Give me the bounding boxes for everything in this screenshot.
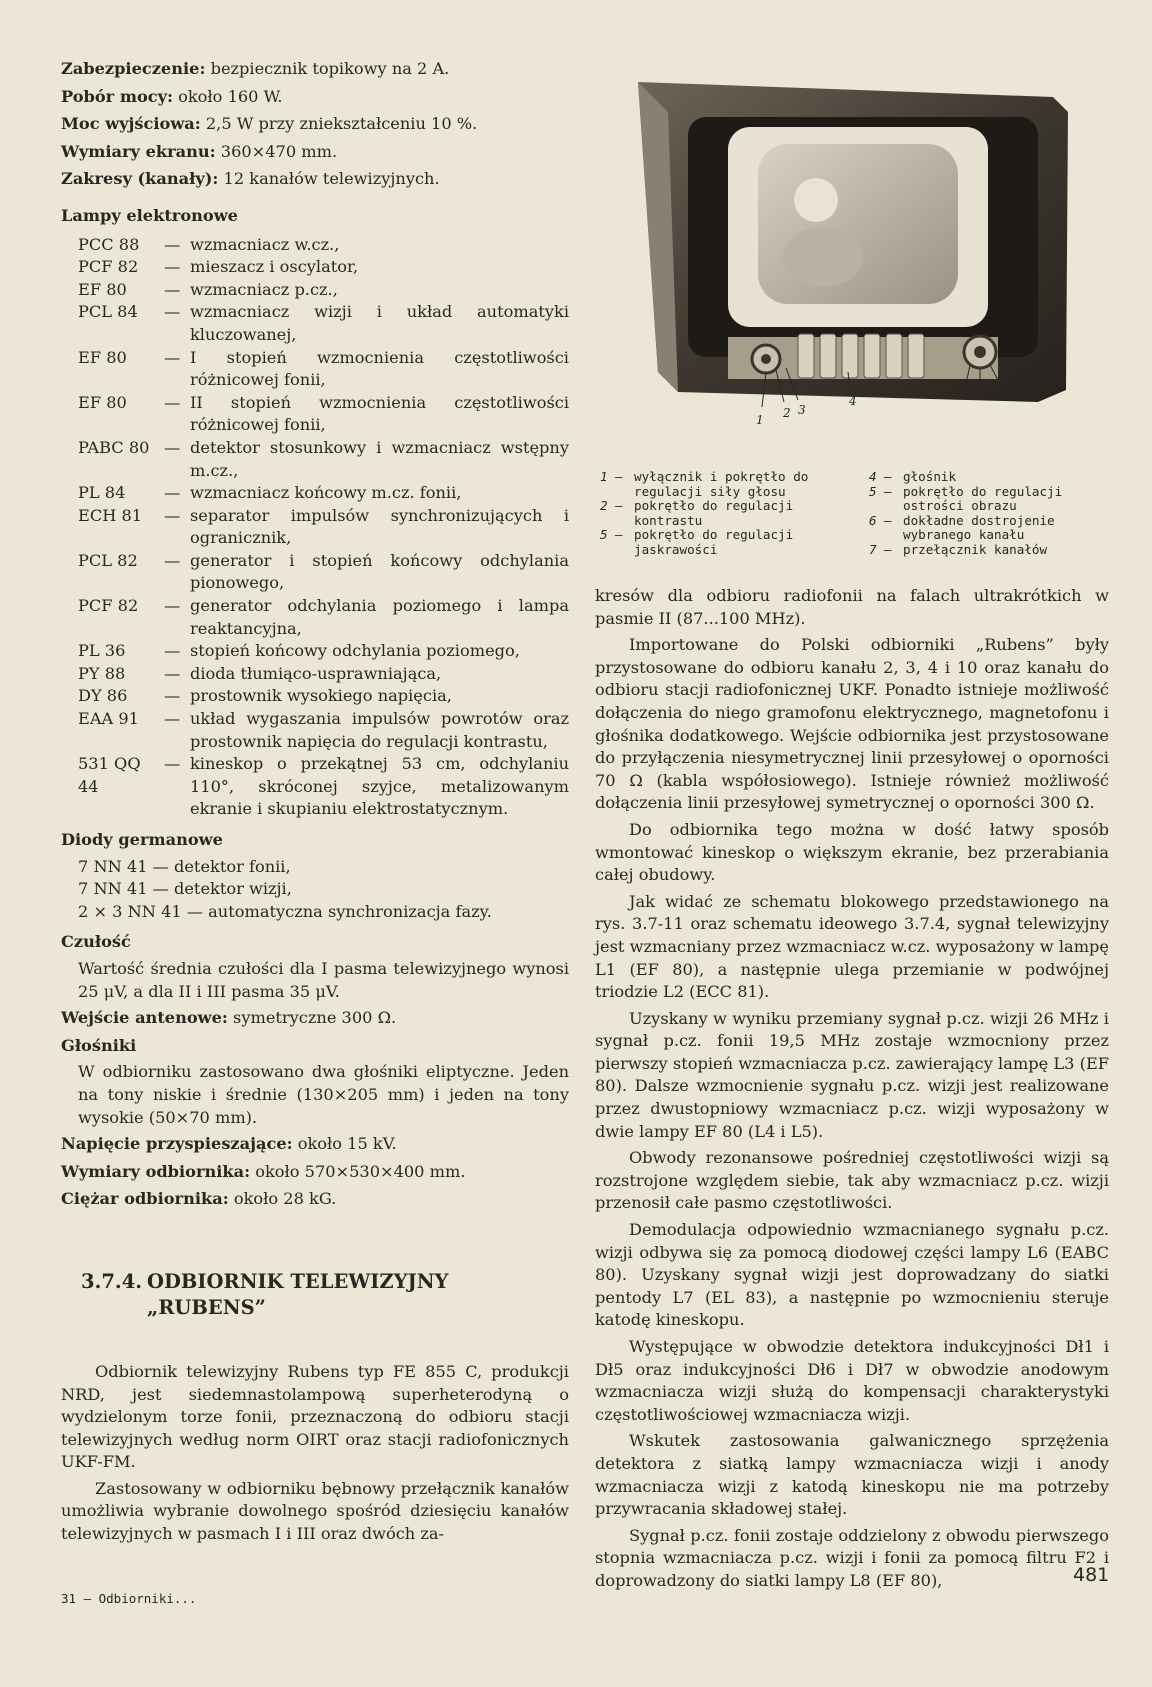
caption-item	[600, 528, 850, 557]
lamp-dash: —	[164, 257, 181, 277]
spec-value: symetryczne 300 Ω.	[227, 1008, 397, 1028]
lamp-type: EF 80	[78, 279, 127, 299]
caption-text: dokładne dostrojenie wybranego kanału	[903, 512, 1055, 543]
lamp-type: PCL 82	[78, 550, 138, 570]
lamp-description: wzmacniacz końcowy m.cz. fonii,	[190, 483, 462, 503]
lamp-dash: —	[164, 392, 181, 412]
lamp-row	[78, 234, 569, 257]
spec-label: Wejście antenowe:	[61, 1008, 228, 1028]
caption-number-value: 7	[869, 541, 877, 557]
caption-text: pokrętło do regulacji jaskrawości	[634, 527, 794, 557]
figure-number: 5	[962, 387, 970, 401]
caption-number-value: 5	[869, 483, 877, 499]
screen-image	[794, 178, 838, 222]
lamp-row	[78, 640, 569, 663]
caption-text: pokrętło do regulacji ostrości obrazu	[903, 483, 1063, 514]
page-number: 481	[1073, 1564, 1110, 1586]
spec-line	[61, 58, 569, 81]
caption-item	[600, 499, 850, 528]
paragraph: Uzyskany w wyniku przemiany sygnał p.cz. wizji 26 MHz i sygnał p.cz. fonii 19,5 MHz zostaje wzmocniony przez pierwszy stopień wzmacniacza p.cz. zawierający lampę L3 (EF 80). Dalsze wzmocnienie sygnału p.cz. wizji jest realizowane przez dwustopniowy wzmacniacz p.cz. wizji wyposażony w dwie lampy EF 80 (L4 i L5).	[595, 1008, 1109, 1141]
diodes-list	[78, 856, 569, 924]
footer-signature: 31 — Odbiorniki...	[61, 1591, 197, 1606]
lamp-type: EF 80	[78, 392, 127, 412]
lamp-dash: —	[164, 754, 181, 774]
lamp-type: PL 84	[78, 483, 126, 503]
caption-number: 6 —	[869, 512, 892, 528]
spec-line	[61, 1133, 569, 1156]
sensitivity-heading: Czułość	[61, 932, 131, 952]
caption-number: 7 —	[869, 541, 892, 557]
caption-number: 5 —	[869, 483, 892, 499]
lamp-description: generator odchylania poziomego i lampa reaktancyjna,	[190, 596, 569, 638]
figure-caption-right	[869, 470, 1109, 558]
caption-item	[869, 514, 1109, 543]
spec-value: 360×470 mm.	[215, 141, 338, 161]
tv-receiver-photo	[598, 72, 1086, 444]
lamp-description: II stopień wzmocnienia częstotliwości różnicowej fonii,	[190, 392, 569, 435]
paragraph: Odbiornik telewizyjny Rubens typ FE 855 C, produkcji NRD, jest siedemnastolampową superheterodyną o wydzielonym torze fonii, przeznaczoną do odbioru stacji telewizyjnych według norm OIRT oraz stacji radiofonicznych UKF-FM.	[61, 1361, 569, 1472]
caption-number-value: 4	[869, 469, 877, 484]
lamp-dash: —	[164, 437, 181, 457]
caption-number-value: 6	[869, 512, 877, 528]
lamp-type: 531 QQ 44	[78, 754, 141, 796]
lamp-dash: —	[164, 641, 181, 661]
spec-value: 12 kanałów telewizyjnych.	[218, 169, 440, 189]
lamp-description: I stopień wzmocnienia częstotliwości różnicowej fonii,	[190, 347, 569, 390]
sensitivity-text: Wartość średnia czułości dla I pasma telewizyjnego wynosi 25 μV, a dla II i III pasma 35 μV.	[78, 958, 569, 1001]
lamp-type: EAA 91	[78, 709, 139, 729]
lamp-row	[78, 685, 569, 708]
spec-label: Ciężar odbiornika:	[61, 1189, 229, 1209]
diodes-heading: Diody germanowe	[61, 830, 223, 849]
section-title-line1: ODBIORNIK TELEWIZYJNY	[147, 1269, 449, 1293]
lamp-description: układ wygaszania impulsów powrotów oraz prostownik napięcia do regulacji kontrastu,	[190, 709, 569, 751]
spec-line	[61, 113, 569, 136]
caption-number: 1 —	[600, 469, 623, 484]
spec-label: Zabezpieczenie:	[61, 59, 206, 78]
spec-value: około 570×530×400 mm.	[250, 1161, 466, 1181]
caption-item	[869, 543, 1109, 558]
lamp-row	[78, 663, 569, 686]
spec-label: Moc wyjściowa:	[61, 114, 201, 134]
spec-label: Napięcie przyspieszające:	[61, 1134, 293, 1154]
spec-value: około 28 kG.	[228, 1189, 337, 1209]
spec-label: Pobór mocy:	[61, 86, 173, 106]
caption-number: 4 —	[869, 469, 892, 484]
paragraph: Sygnał p.cz. fonii zostaje oddzielony z obwodu pierwszego stopnia wzmacniacza p.cz. wizji i fonii za pomocą filtru F2 i doprowadzony do siatki lampy L8 (EF 80),	[595, 1525, 1109, 1590]
lamp-dash: —	[164, 279, 181, 299]
lamp-row	[78, 482, 569, 505]
lamp-description: wzmacniacz w.cz.,	[190, 234, 340, 254]
lamp-type: PCL 84	[78, 302, 138, 322]
specs-top	[61, 58, 569, 191]
spec-label: Zakresy (kanały):	[61, 169, 219, 189]
caption-number-value: 2	[600, 498, 608, 514]
diode-item: 7 NN 41 — detektor wizji,	[78, 879, 292, 899]
screen	[758, 144, 958, 304]
figure-number: 4	[849, 394, 857, 408]
lamp-description: prostownik wysokiego napięcia,	[190, 686, 452, 706]
caption-number: 2 —	[600, 498, 623, 514]
paragraph: Występujące w obwodzie detektora indukcyjności Dł1 i Dł5 oraz indukcyjności Dł6 i Dł7 w obwodzie anodowym wzmacniacza wizji służą do kompensacji charakterystyki częstotliwościowej wzmacniacza wizji.	[595, 1337, 1109, 1424]
lamp-type: PCC 88	[78, 234, 140, 254]
spec-line	[61, 86, 569, 109]
paragraph: Demodulacja odpowiednio wzmacnianego sygnału p.cz. wizji odbywa się za pomocą diodowej części lampy L6 (EABC 80). Uzyskany sygnał wizji jest doprowadzany do siatki pentody L7 (EL 83), a następnie po wzmocnieniu steruje katodę kineskopu.	[595, 1220, 1109, 1330]
paragraph: Jak widać ze schematu blokowego przedstawionego na rys. 3.7-11 oraz schematu ideowego 3.7.4, sygnał telewizyjny jest wzmacniany przez wzmacniacz w.cz. wyposażony w lampę L1 (EF 80), a następnie ulega przemianie w podwójnej triodzie L2 (ECC 81).	[595, 891, 1109, 1002]
paragraph: Wskutek zastosowania galwanicznego sprzężenia detektora z siatką lampy wzmacniacza wizji i anody wzmacniacza wizji z katodą kineskopu nie ma potrzeby przywracania składowej stałej.	[595, 1431, 1109, 1519]
screen-image-body	[783, 227, 863, 287]
lamp-dash: —	[164, 709, 181, 729]
caption-number-value: 5	[600, 527, 608, 543]
lamp-type: PCF 82	[78, 257, 139, 277]
spec-value: około 15 kV.	[292, 1134, 397, 1154]
diode-item: 2 × 3 NN 41 — automatyczna synchronizacja fazy.	[78, 901, 492, 921]
lamp-description: wzmacniacz wizji i układ automatyki kluczowanej,	[190, 302, 569, 344]
spec-line	[61, 1161, 569, 1184]
figure-number: 2	[783, 406, 791, 420]
lamp-row	[78, 392, 569, 437]
lamp-row	[78, 437, 569, 482]
figure-number: 3	[798, 403, 806, 417]
speakers-text: W odbiorniku zastosowano dwa głośniki eliptyczne. Jeden na tony niskie i średnie (130×205 mm) i jeden na tony wysokie (50×70 mm).	[78, 1062, 569, 1127]
lamp-dash: —	[164, 505, 181, 525]
lamp-dash: —	[164, 234, 181, 254]
lamp-description: generator i stopień końcowy odchylania pionowego,	[190, 550, 569, 593]
lamp-row	[78, 595, 569, 640]
lamp-description: kineskop o przekątnej 53 cm, odchylaniu 110°, skróconej szyjce, metalizowanym ekranie i skupianiu elektrostatycznym.	[190, 754, 569, 819]
lamp-type: PABC 80	[78, 437, 150, 457]
lamps-list	[78, 234, 569, 821]
spec-value: bezpiecznik topikowy na 2 A.	[205, 59, 450, 78]
caption-number-value: 1	[600, 469, 608, 484]
lamp-row	[78, 753, 569, 821]
spec-label: Wymiary odbiornika:	[61, 1161, 251, 1181]
caption-item	[869, 470, 1109, 485]
caption-text: głośnik	[903, 469, 957, 484]
knob-left-center	[761, 354, 771, 364]
spec-line	[61, 168, 569, 191]
figure-number: 1	[756, 413, 764, 427]
section-number: 3.7.4.	[81, 1269, 143, 1293]
paragraph: kresów dla odbioru radiofonii na falach ultrakrótkich w pasmie II (87...100 MHz).	[595, 586, 1109, 628]
lamp-row	[78, 505, 569, 550]
figure-number: 7	[998, 383, 1006, 397]
lamp-description: detektor stosunkowy i wzmacniacz wstępny m.cz.,	[190, 437, 569, 480]
lamp-dash: —	[164, 596, 181, 616]
lamp-dash: —	[164, 483, 181, 503]
caption-text: wyłącznik i pokrętło do regulacji siły głosu	[634, 469, 809, 499]
diode-item: 7 NN 41 — detektor fonii,	[78, 856, 291, 876]
lamp-dash: —	[164, 663, 181, 683]
lamp-type: EF 80	[78, 347, 127, 367]
lamp-description: mieszacz i oscylator,	[190, 257, 359, 277]
caption-number: 5 —	[600, 527, 623, 543]
lamp-dash: —	[164, 550, 181, 570]
section-title-line2: „RUBENS”	[147, 1295, 266, 1319]
lamp-type: ECH 81	[78, 505, 143, 525]
spec-value: około 160 W.	[172, 86, 283, 106]
lamp-type: PCF 82	[78, 596, 139, 616]
lamp-description: dioda tłumiąco-usprawniająca,	[190, 663, 442, 683]
antenna-spec	[61, 1007, 569, 1030]
right-column	[595, 585, 1109, 1597]
lamp-row	[78, 550, 569, 595]
speakers-heading: Głośniki	[61, 1035, 137, 1055]
lamp-row	[78, 256, 569, 279]
spec-line	[61, 141, 569, 164]
knob-right-center	[974, 346, 986, 358]
figure-number: 6	[976, 383, 984, 397]
caption-text: pokrętło do regulacji kontrastu	[634, 498, 794, 528]
figure-caption-left	[600, 470, 850, 558]
caption-text: przełącznik kanałów	[903, 541, 1048, 557]
lamp-description: wzmacniacz p.cz.,	[190, 279, 338, 299]
specs-bottom	[61, 1133, 569, 1211]
lamp-type: DY 86	[78, 686, 128, 706]
lamp-row	[78, 708, 569, 753]
section-title	[81, 1269, 569, 1321]
lamp-description: stopień końcowy odchylania poziomego,	[190, 641, 520, 661]
spec-line	[61, 1188, 569, 1211]
lamp-row	[78, 279, 569, 302]
lamp-dash: —	[164, 347, 181, 367]
lamp-type: PY 88	[78, 663, 126, 683]
lamps-heading: Lampy elektronowe	[61, 205, 238, 225]
caption-item	[600, 470, 850, 499]
paragraph: Zastosowany w odbiorniku bębnowy przełącznik kanałów umożliwia wybranie dowolnego spośród dziesięciu kanałów telewizyjnych w pasmach I i III oraz dwóch za-	[61, 1478, 569, 1544]
spec-label: Wymiary ekranu:	[61, 141, 216, 161]
paragraph: Importowane do Polski odbiorniki „Rubens” były przystosowane do odbioru kanału 2, 3, 4 i 10 oraz kanału do odbioru stacji radiofonicznej UKF. Ponadto istnieje możliwość dołączenia do niego gramofonu elektrycznego, magnetofonu i głośnika dodatkowego. Wejście odbiornika jest przystosowane do przyłączenia niesymetrycznej linii przesyłowej o oporności 70 Ω (kabla współosiowego). Istnieje również możliwość dołączenia linii przesyłowej symetrycznej o oporności 300 Ω.	[595, 635, 1109, 813]
left-column	[61, 58, 569, 1550]
lamp-description: separator impulsów synchronizujących i ogranicznik,	[190, 505, 569, 548]
paragraph: Do odbiornika tego można w dość łatwy sposób wmontować kineskop o większym ekranie, bez przerabiania całej obudowy.	[595, 819, 1109, 885]
lamp-row	[78, 347, 569, 392]
paragraph: Obwody rezonansowe pośredniej częstotliwości wizji są rozstrojone względem siebie, tak aby wzmacniacz p.cz. wizji przenosił całe pasmo częstotliwości.	[595, 1148, 1109, 1213]
lamp-dash: —	[164, 686, 181, 706]
lamp-dash: —	[164, 302, 181, 322]
caption-item	[869, 485, 1109, 514]
lamp-row	[78, 301, 569, 346]
spec-value: 2,5 W przy zniekształceniu 10 %.	[200, 114, 478, 134]
lamp-type: PL 36	[78, 641, 126, 661]
